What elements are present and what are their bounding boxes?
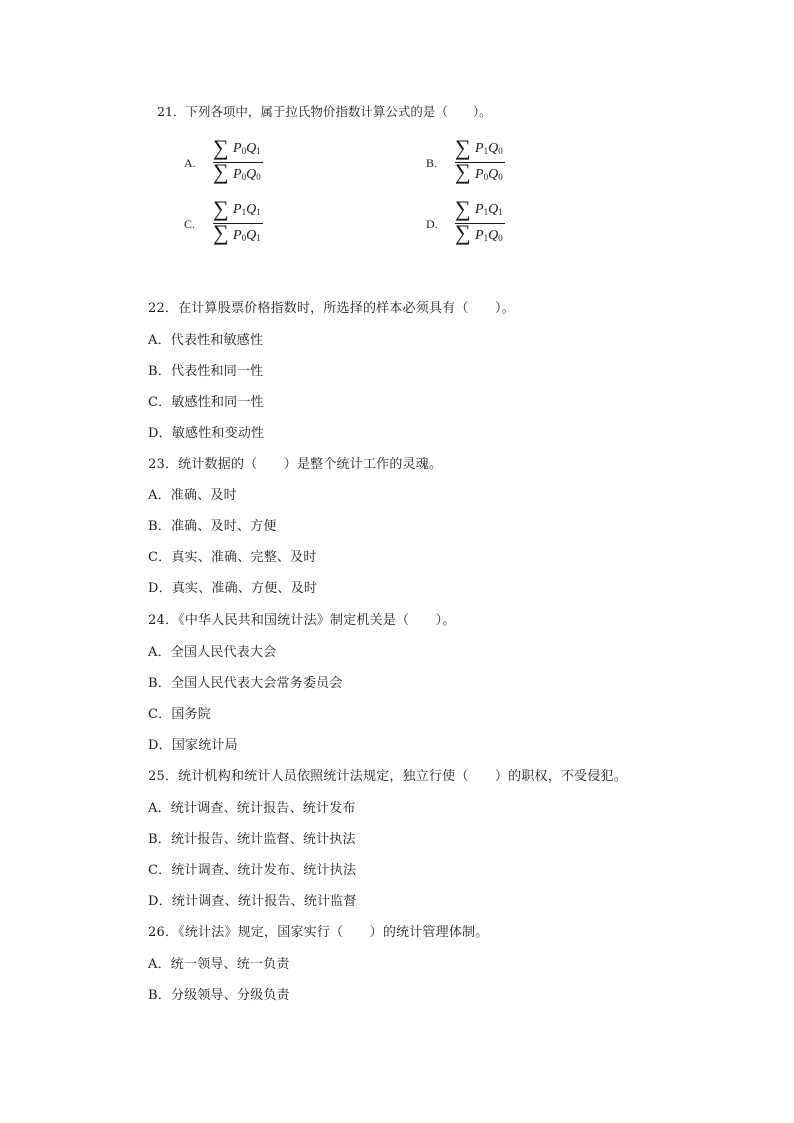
q22-option-c: C．敏感性和同一性	[148, 395, 264, 410]
numerator: $P_1Q_1$	[475, 202, 503, 217]
denominator: $P_0Q_0$	[233, 167, 261, 182]
sigma-symbol: ∑	[455, 220, 471, 245]
q26-option-a: A．统一领导、统一负责	[148, 957, 290, 972]
sigma-symbol: ∑	[455, 196, 471, 221]
question-26-stem: 26．《统计法》规定，国家实行（ ）的统计管理体制。	[148, 925, 489, 940]
q23-option-c: C．真实、准确、完整、及时	[148, 550, 317, 565]
numerator: $P_1Q_1$	[233, 202, 261, 217]
q25-option-b: B．统计报告、统计监督、统计执法	[148, 832, 356, 847]
q24-option-d: D．国家统计局	[148, 738, 238, 753]
q21-option-c-formula	[213, 196, 283, 250]
q23-option-d: D．真实、准确、方便、及时	[148, 581, 318, 596]
q23-option-a: A．准确、及时	[148, 488, 237, 503]
numerator: $P_0Q_1$	[233, 141, 261, 156]
q24-option-a: A．全国人民代表大会	[148, 645, 277, 660]
sigma-symbol: ∑	[213, 196, 229, 221]
numerator: $P_1Q_0$	[475, 141, 503, 156]
question-23-stem: 23．统计数据的（ ）是整个统计工作的灵魂。	[148, 457, 443, 472]
sigma-symbol: ∑	[213, 135, 229, 160]
q25-option-a: A．统计调查、统计报告、统计发布	[148, 801, 356, 816]
q25-option-c: C．统计调查、统计发布、统计执法	[148, 863, 357, 878]
sigma-symbol: ∑	[213, 220, 229, 245]
q24-option-b: B．全国人民代表大会常务委员会	[148, 676, 343, 691]
denominator: $P_0Q_0$	[475, 167, 503, 182]
question-25-stem: 25．统计机构和统计人员依照统计法规定，独立行使（ ）的职权，不受侵犯。	[148, 769, 627, 784]
sigma-symbol: ∑	[213, 159, 229, 184]
sigma-symbol: ∑	[455, 159, 471, 184]
q22-option-a: A．代表性和敏感性	[148, 333, 264, 348]
question-22-stem: 22．在计算股票价格指数时，所选择的样本必须具有（ ）。	[148, 301, 515, 316]
q23-option-b: B．准确、及时、方便	[148, 519, 277, 534]
sigma-symbol: ∑	[455, 135, 471, 160]
q22-option-b: B．代表性和同一性	[148, 364, 264, 379]
q21-option-d-formula	[455, 196, 525, 250]
q25-option-d: D．统计调查、统计报告、统计监督	[148, 894, 357, 909]
q21-option-b-formula	[455, 135, 525, 189]
q21-option-c-letter: C.	[184, 217, 196, 231]
q21-option-a-letter: A.	[184, 156, 196, 170]
q26-option-b: B．分级领导、分级负责	[148, 988, 290, 1003]
denominator: $P_1Q_0$	[475, 228, 503, 243]
q24-option-c: C．国务院	[148, 707, 211, 722]
q22-option-d: D．敏感性和变动性	[148, 426, 265, 441]
q21-option-d-letter: D.	[426, 217, 438, 231]
question-21-stem: 21．下列各项中，属于拉氏物价指数计算公式的是（ ）。	[157, 104, 492, 119]
q21-option-a-formula	[213, 135, 283, 189]
q21-option-b-letter: B.	[426, 156, 438, 170]
question-24-stem: 24．《中华人民共和国统计法》制定机关是（ ）。	[148, 613, 456, 628]
denominator: $P_0Q_1$	[233, 228, 261, 243]
